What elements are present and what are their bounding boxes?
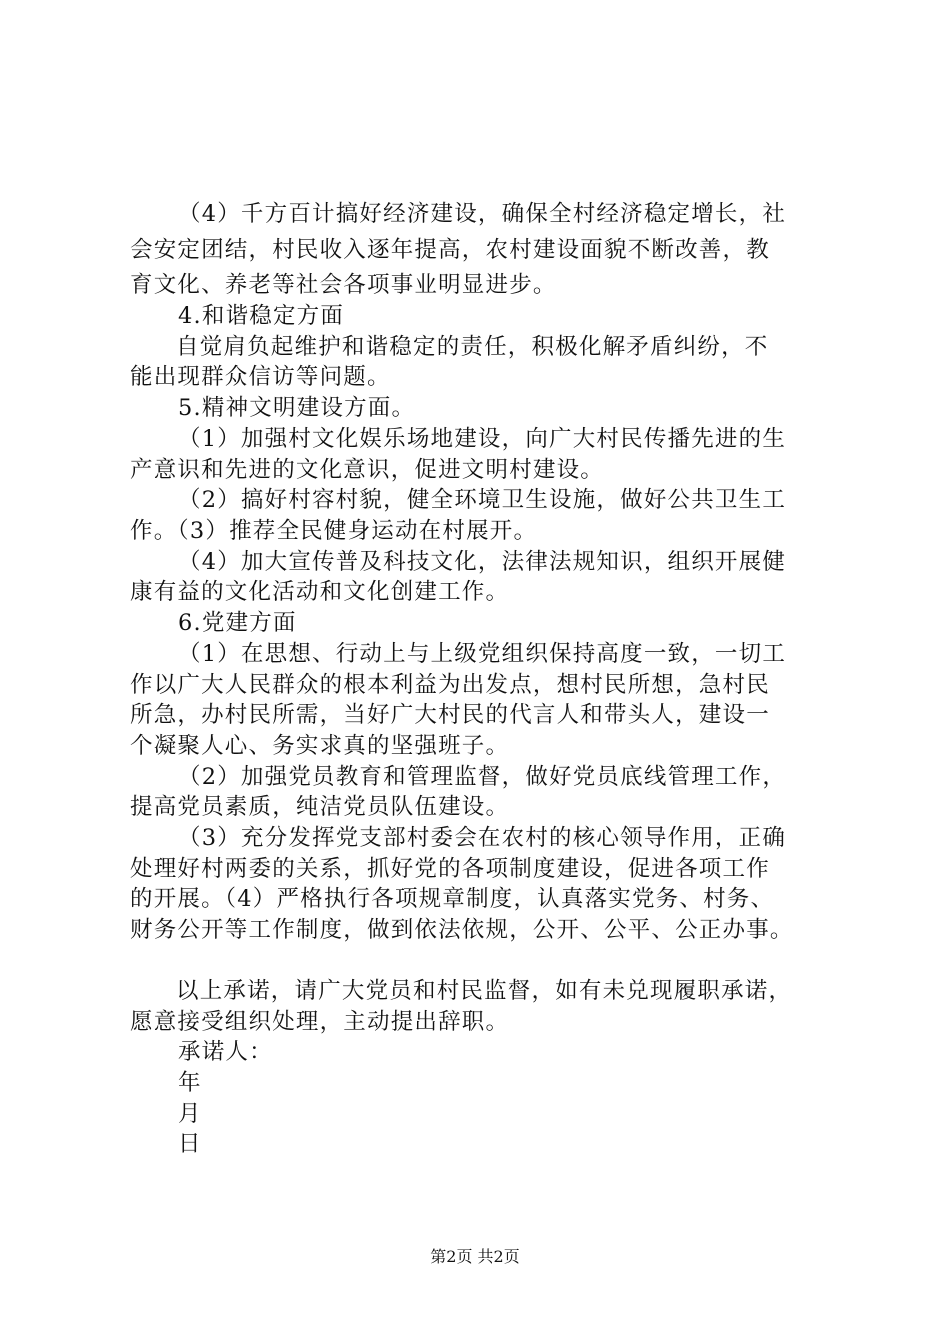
page-number-footer: 第2页 共2页 [430, 1247, 520, 1266]
date-day-label: 日 [178, 1131, 202, 1157]
text-line: （3）充分发挥党支部村委会在农村的核心领导作用，正确 [178, 825, 787, 851]
text-line: （2）搞好村容村貌，健全环境卫生设施，做好公共卫生工 [178, 487, 787, 513]
text-line: 财务公开等工作制度，做到依法依规，公开、公平、公正办事。 [130, 917, 794, 943]
date-year-label: 年 [178, 1070, 202, 1096]
text-line: 提高党员素质，纯洁党员队伍建设。 [130, 794, 510, 820]
text-line: （4）千方百计搞好经济建设，确保全村经济稳定增长，社 [178, 201, 787, 227]
text-line: 能出现群众信访等问题。 [130, 364, 391, 390]
text-line: 自觉肩负起维护和谐稳定的责任，积极化解矛盾纠纷，不 [176, 334, 769, 360]
text-line: 所急，办村民所需，当好广大村民的代言人和带头人，建设一 [130, 702, 770, 728]
section-heading: 5.精神文明建设方面。 [178, 395, 416, 421]
signer-label: 承诺人： [178, 1039, 273, 1065]
text-line: 作。（3）推荐全民健身运动在村展开。 [130, 518, 538, 544]
text-line: 处理好村两委的关系，抓好党的各项制度建设，促进各项工作 [130, 856, 770, 882]
text-line: 育文化、养老等社会各项事业明显进步。 [130, 272, 557, 298]
text-line: （1）在思想、行动上与上级党组织保持高度一致，一切工 [178, 641, 787, 667]
text-line: （2）加强党员教育和管理监督，做好党员底线管理工作， [178, 764, 787, 790]
section-heading: 6.党建方面 [178, 610, 297, 636]
date-month-label: 月 [178, 1101, 202, 1127]
text-line: 愿意接受组织处理，主动提出辞职。 [130, 1009, 510, 1035]
text-line: （1）加强村文化娱乐场地建设，向广大村民传播先进的生 [178, 426, 787, 452]
text-line: 个凝聚人心、务实求真的坚强班子。 [130, 733, 510, 759]
text-line: 康有益的文化活动和文化创建工作。 [130, 579, 510, 605]
text-line: 以上承诺，请广大党员和村民监督，如有未兑现履职承诺， [176, 978, 793, 1004]
text-line: 作以广大人民群众的根本利益为出发点，想村民所想，急村民 [130, 672, 770, 698]
text-line: 产意识和先进的文化意识，促进文明村建设。 [130, 457, 605, 483]
text-line: 的开展。（4）严格执行各项规章制度，认真落实党务、村务、 [130, 886, 775, 912]
section-heading: 4.和谐稳定方面 [178, 303, 345, 329]
text-line: 会安定团结，村民收入逐年提高，农村建设面貌不断改善，教 [130, 237, 770, 263]
text-line: （4）加大宣传普及科技文化，法律法规知识，组织开展健 [178, 549, 787, 575]
